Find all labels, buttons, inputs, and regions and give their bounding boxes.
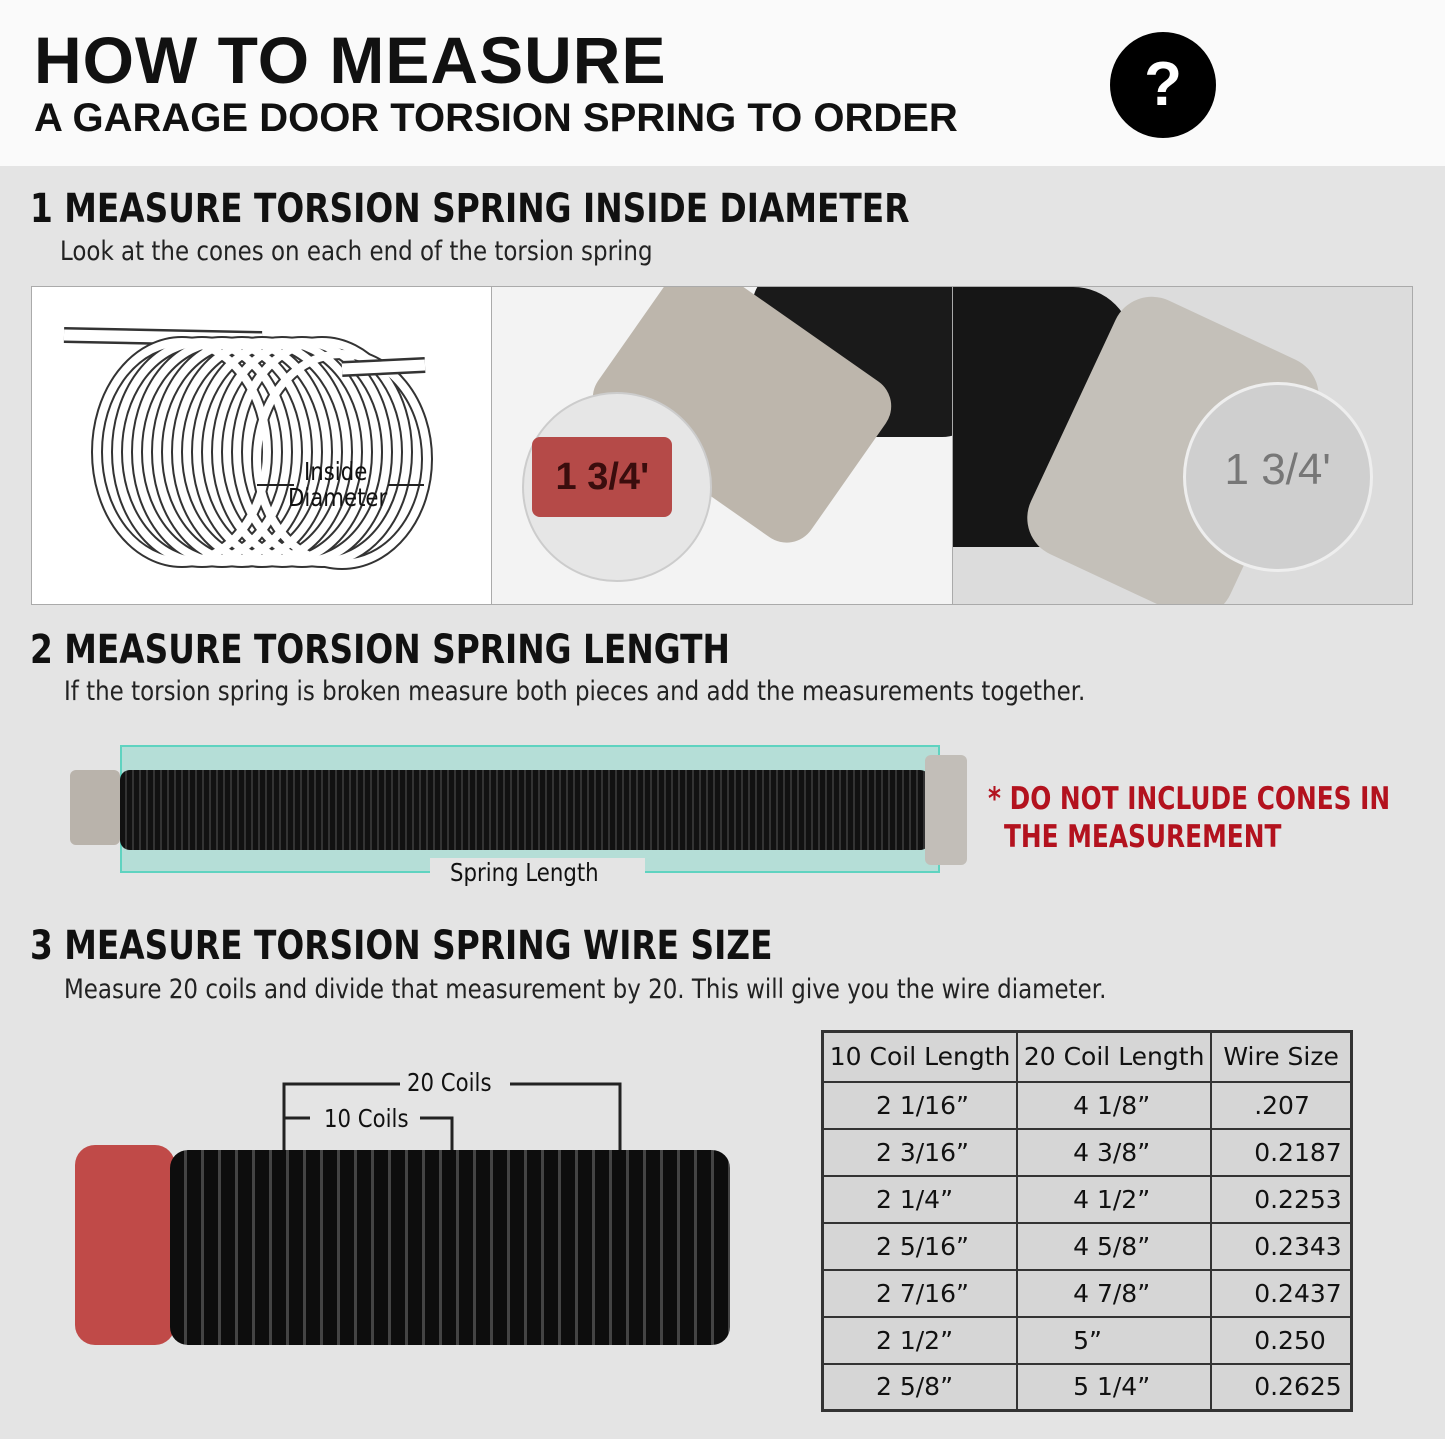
col-header: Wire Size (1211, 1032, 1351, 1082)
spring-diagram (32, 287, 492, 604)
cell: 2 1/4” (823, 1176, 1018, 1223)
spring-body (170, 1150, 730, 1345)
table-row (823, 1317, 1352, 1364)
cell: 2 1/16” (823, 1082, 1018, 1129)
cone-marking-zoom: 1 3/4' (1183, 382, 1373, 572)
spring-body (120, 770, 930, 850)
cell: 0.250 (1211, 1317, 1351, 1364)
step2-title: 2 MEASURE TORSION SPRING LENGTH (30, 627, 730, 673)
header (0, 0, 1445, 166)
cell: 0.2253 (1211, 1176, 1351, 1223)
col-header: 20 Coil Length (1017, 1032, 1211, 1082)
inside-label-2: Diameter (288, 483, 388, 512)
table-row (823, 1223, 1352, 1270)
warning-line-1: * DO NOT INCLUDE CONES IN (988, 781, 1391, 817)
winding-cone (75, 1145, 175, 1345)
warning-text (988, 780, 1390, 856)
cell: 0.2187 (1211, 1129, 1351, 1176)
label-20-coils: 20 Coils (407, 1068, 492, 1097)
step1-desc: Look at the cones on each end of the torsion spring (60, 236, 653, 267)
step1-title: 1 MEASURE TORSION SPRING INSIDE DIAMETER (30, 186, 910, 232)
cone-photo-2 (953, 287, 1412, 604)
wire-size-photo (70, 1140, 730, 1360)
wire-size-table (821, 1030, 1353, 1412)
step2-desc: If the torsion spring is broken measure both pieces and add the measurements together. (64, 676, 1086, 707)
table-row (823, 1176, 1352, 1223)
left-cone (70, 770, 120, 845)
label-10-coils: 10 Coils (324, 1104, 409, 1133)
cone-marking: 1 3/4' (532, 437, 672, 517)
cell: 2 3/16” (823, 1129, 1018, 1176)
cell: 4 7/8” (1017, 1270, 1211, 1317)
table-row (823, 1270, 1352, 1317)
cell: 5” (1017, 1317, 1211, 1364)
inside-label-1: Inside (304, 457, 368, 486)
cell: 2 5/8” (823, 1364, 1018, 1411)
cell: 0.2343 (1211, 1223, 1351, 1270)
step3-desc: Measure 20 coils and divide that measurement by 20. This will give you the wire diameter. (64, 974, 1107, 1005)
coil-illustration (32, 287, 492, 604)
cell: 0.2625 (1211, 1364, 1351, 1411)
page-title: HOW TO MEASURE (34, 23, 667, 97)
diameter-panels (31, 286, 1413, 605)
cell: 4 3/8” (1017, 1129, 1211, 1176)
col-header: 10 Coil Length (823, 1032, 1018, 1082)
spring-length-label: Spring Length (450, 858, 599, 887)
table-row (823, 1129, 1352, 1176)
spring-length-photo (70, 745, 970, 875)
step3-title: 3 MEASURE TORSION SPRING WIRE SIZE (30, 923, 773, 969)
cell: 5 1/4” (1017, 1364, 1211, 1411)
page-subtitle: A GARAGE DOOR TORSION SPRING TO ORDER (34, 96, 958, 140)
table-header (823, 1032, 1352, 1082)
cell: 0.2437 (1211, 1270, 1351, 1317)
table-row (823, 1082, 1352, 1129)
table-row (823, 1364, 1352, 1411)
warning-line-2: THE MEASUREMENT (1004, 819, 1282, 855)
cone-photo-1 (492, 287, 952, 604)
right-cone (925, 755, 967, 865)
spring-length-label-wrap (430, 858, 645, 887)
cell: .207 (1211, 1082, 1351, 1129)
cell: 2 1/2” (823, 1317, 1018, 1364)
cell: 2 5/16” (823, 1223, 1018, 1270)
cell: 4 5/8” (1017, 1223, 1211, 1270)
question-mark-icon: ? (1110, 32, 1216, 138)
cell: 4 1/2” (1017, 1176, 1211, 1223)
cell: 2 7/16” (823, 1270, 1018, 1317)
cell: 4 1/8” (1017, 1082, 1211, 1129)
